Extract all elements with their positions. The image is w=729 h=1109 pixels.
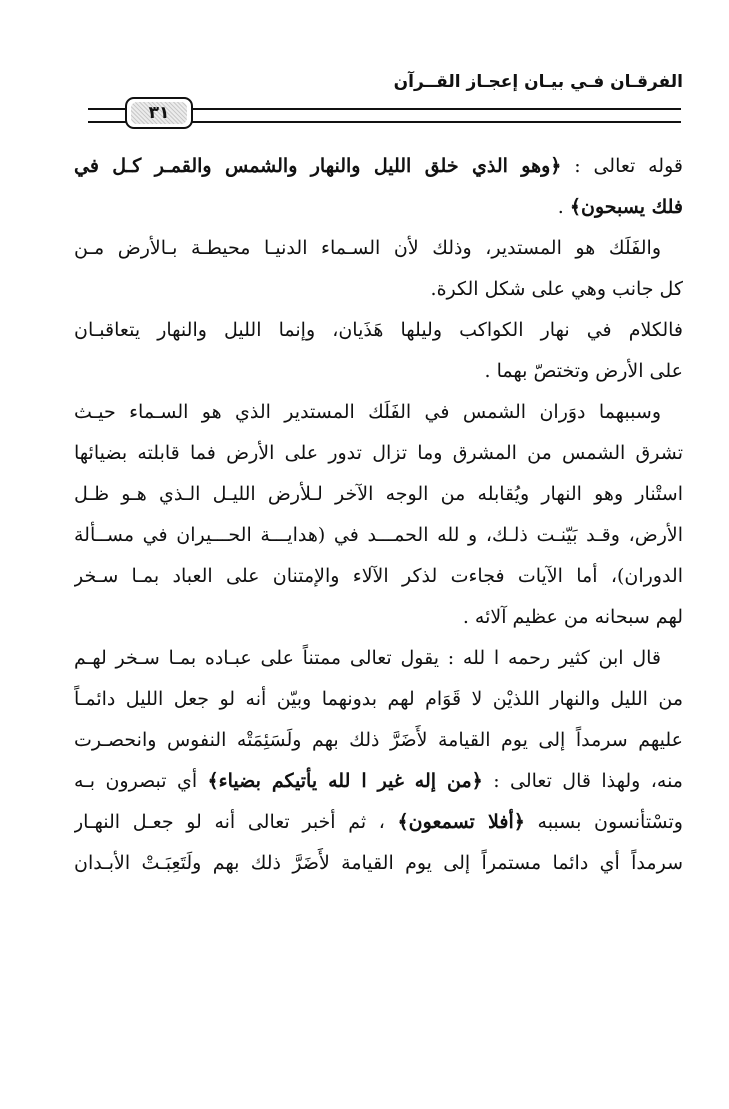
text-line: [74, 597, 683, 638]
text-segment: من الليل والنهار اللذيْن لا قَوَام لهم بدونهما وبيّن أنه لو جعل الليل دائمـاً: [74, 688, 683, 710]
page-number: ٣١: [131, 102, 187, 124]
text-line: [74, 843, 683, 884]
text-line: [74, 269, 683, 310]
text-line: [74, 187, 683, 228]
quran-verse-segment: ﴿وهو الذي خلق الليل والنهار والشمس والقمـر كـل في: [74, 155, 562, 177]
text-segment: تشرق الشمس من المشرق وما تزال تدور على الأرض فما قابلته بضيائها: [74, 442, 683, 464]
running-header-title: الفرقـان فـي بيـان إعجـاز القــرآن: [393, 72, 683, 92]
text-line: [74, 351, 683, 392]
text-line: [74, 802, 683, 843]
text-line: [74, 515, 683, 556]
text-segment: قوله تعالى :: [561, 155, 683, 177]
text-line: [74, 228, 683, 269]
text-line: [74, 474, 683, 515]
quran-verse-segment: فلك يسبحون﴾: [569, 196, 683, 218]
text-segment: ، ثم أخبر تعالى أنه لو جعـل النهـار: [74, 811, 398, 833]
text-segment: وتسْتأنسون بسببه: [524, 811, 683, 833]
text-segment: على الأرض وتختصّ بهما .: [484, 360, 683, 382]
body-text: [74, 146, 683, 884]
quran-verse-segment: ﴿من إله غير ا لله يأتيكم بضياء﴾: [207, 770, 483, 792]
text-line: [74, 638, 683, 679]
quran-verse-segment: ﴿أفلا تسمعون﴾: [397, 811, 525, 833]
text-line: [74, 761, 683, 802]
text-line: [74, 310, 683, 351]
text-line: [74, 679, 683, 720]
text-segment: الدوران)، أما الآيات فجاءت لذكر الآلاء والإمتنان على العباد بمـا سـخر: [74, 565, 683, 587]
text-segment: لهم سبحانه من عظيم آلائه .: [462, 606, 683, 628]
text-line: [74, 556, 683, 597]
text-line: [74, 392, 683, 433]
text-segment: عليهم سرمداً إلى يوم القيامة لأَضَرَّ ذلك بهم ولَسَئِمَتْه النفوس وانحصـرت: [74, 729, 683, 751]
page-number-badge: [125, 97, 193, 129]
text-line: [74, 146, 683, 187]
text-segment: وسببهما دوَران الشمس في الفَلَك المستدير الذي هو السـماء حيـث: [74, 401, 661, 423]
text-segment: كل جانب وهي على شكل الكرة.: [430, 278, 683, 300]
text-segment: .: [557, 196, 570, 218]
text-segment: منه، ولهذا قال تعالى :: [482, 770, 683, 792]
text-line: [74, 433, 683, 474]
text-segment: سرمداً أي دائما مستمراً إلى يوم القيامة لأَضَرَّ ذلك بهم ولَتَعِبَـتْ الأبـدان: [74, 852, 683, 874]
text-segment: الأرض، وقـد بَيّنـت ذلـك، و لله الحمـــد في (هدايـــة الحـــيران في مســألة: [74, 524, 683, 546]
text-segment: استْنار وهو النهار ويُقابله من الوجه الآخر لـلأرض الليـل الـذي هـو ظـل: [74, 483, 683, 505]
text-segment: فالكلام في نهار الكواكب وليلها هَذَيان، وإنما الليل والنهار يتعاقبـان: [74, 319, 683, 341]
text-segment: قال ابن كثير رحمه ا لله : يقول تعالى ممتناً على عبـاده بمـا سـخر لهـم: [74, 647, 661, 669]
text-segment: والفَلَك هو المستدير، وذلك لأن السـماء الدنيـا محيطـة بـالأرض مـن: [74, 237, 661, 259]
text-line: [74, 720, 683, 761]
text-segment: أي تبصرون بـه: [74, 770, 208, 792]
